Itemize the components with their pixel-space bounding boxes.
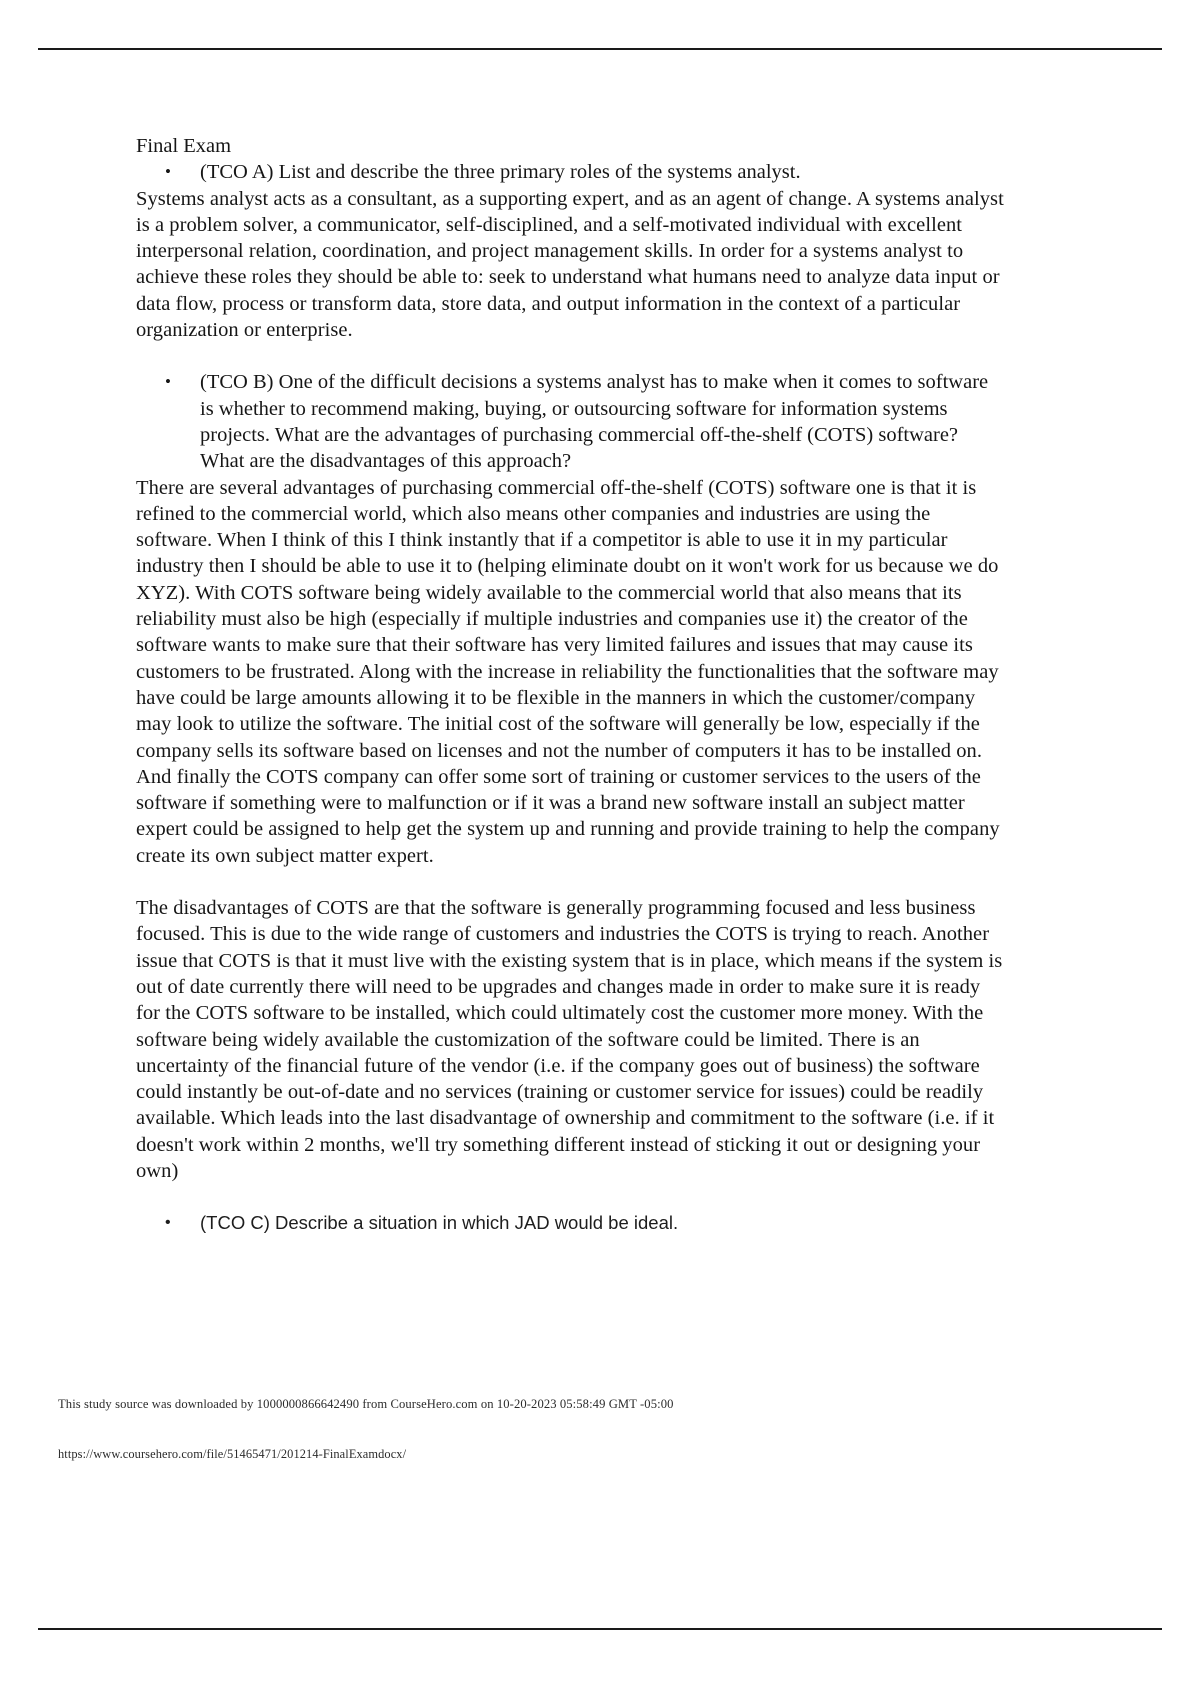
bullet-icon: • [165, 1214, 171, 1232]
paragraph-spacer [136, 343, 1006, 369]
question-tco-c-prompt [136, 1210, 1006, 1236]
page-bottom-rule [38, 1628, 1162, 1630]
paragraph-spacer [136, 1184, 1006, 1210]
question-tco-b-answer-advantages: There are several advantages of purchasing commercial off-the-shelf (COTS) software one is that it is refined to the commercial world, which also means other companies and industries are using the software. When I think of this I think instantly that if a competitor is able to use it in my particular industry then I should be able to use it to (helping eliminate doubt on it won't work for us because we do XYZ). With COTS software being widely available to the commercial world that also means that its reliability must also be high (especially if multiple industries and companies use it) the creator of the software wants to make sure that their software has very limited failures and issues that may cause its customers to be frustrated. Along with the increase in reliability the functionalities that the software may have could be large amounts allowing it to be flexible in the manners in which the customer/company may look to utilize the software. The initial cost of the software will generally be low, especially if the company sells its software based on licenses and not the number of computers it has to be installed on. And finally the COTS company can offer some sort of training or customer services to the users of the software if something were to malfunction or if it was a brand new software install an subject matter expert could be assigned to help get the system up and running and provide training to help the company create its own subject matter expert. [136, 476, 1000, 867]
footer-watermark [58, 1396, 1058, 1461]
question-tco-c-prompt-text: (TCO C) Describe a situation in which JAD would be ideal. [200, 1212, 679, 1234]
question-tco-b-prompt [136, 369, 1006, 474]
question-tco-b-prompt-text: (TCO B) One of the difficult decisions a systems analyst has to make when it comes to software is whether to recommend making, buying, or outsourcing software for information systems projects. What are the advantages of purchasing commercial off-the-shelf (COTS) software? What are the disadvantages of this approach? [200, 371, 989, 473]
paragraph-spacer [136, 869, 1006, 895]
question-tco-a-answer: Systems analyst acts as a consultant, as a supporting expert, and as an agent of change. A systems analyst is a problem solver, a communicator, self-disciplined, and a self-motivated individual with excellent interpersonal relation, coordination, and project management skills. In order for a systems analyst to achieve these roles they should be able to: seek to understand what humans need to analyze data input or data flow, process or transform data, store data, and output information in the context of a particular organization or enterprise. [136, 187, 1004, 342]
bullet-icon: • [165, 372, 171, 392]
document-body [136, 133, 1006, 1236]
download-watermark-text: This study source was downloaded by 1000000866642490 from CourseHero.com on 10-20-2023 05:58:49 GMT -05:00 [58, 1397, 674, 1411]
page-top-rule [38, 48, 1162, 50]
question-tco-b-answer-disadvantages: The disadvantages of COTS are that the software is generally programming focused and less business focused. This is due to the wide range of customers and industries the COTS is trying to reach. Another issue that COTS is that it must live with the existing system that is in place, which means if the system is out of date currently there will need to be upgrades and changes made in order to make sure it is ready for the COTS software to be installed, which could ultimately cost the customer more money. With the software being widely available the customization of the software could be limited. There is an uncertainty of the financial future of the vendor (i.e. if the company goes out of business) the software could instantly be out-of-date and no services (training or customer service for issues) could be readily available. Which leads into the last disadvantage of ownership and commitment to the software (i.e. if it doesn't work within 2 months, we'll try something different instead of sticking it out or designing your own) [136, 897, 1003, 1182]
question-tco-a-prompt [136, 159, 1006, 185]
source-url-text: https://www.coursehero.com/file/51465471/201214-FinalExamdocx/ [58, 1447, 407, 1461]
question-tco-a-prompt-text: (TCO A) List and describe the three primary roles of the systems analyst. [200, 161, 801, 184]
page-title: Final Exam [136, 135, 232, 157]
bullet-icon: • [165, 162, 171, 182]
